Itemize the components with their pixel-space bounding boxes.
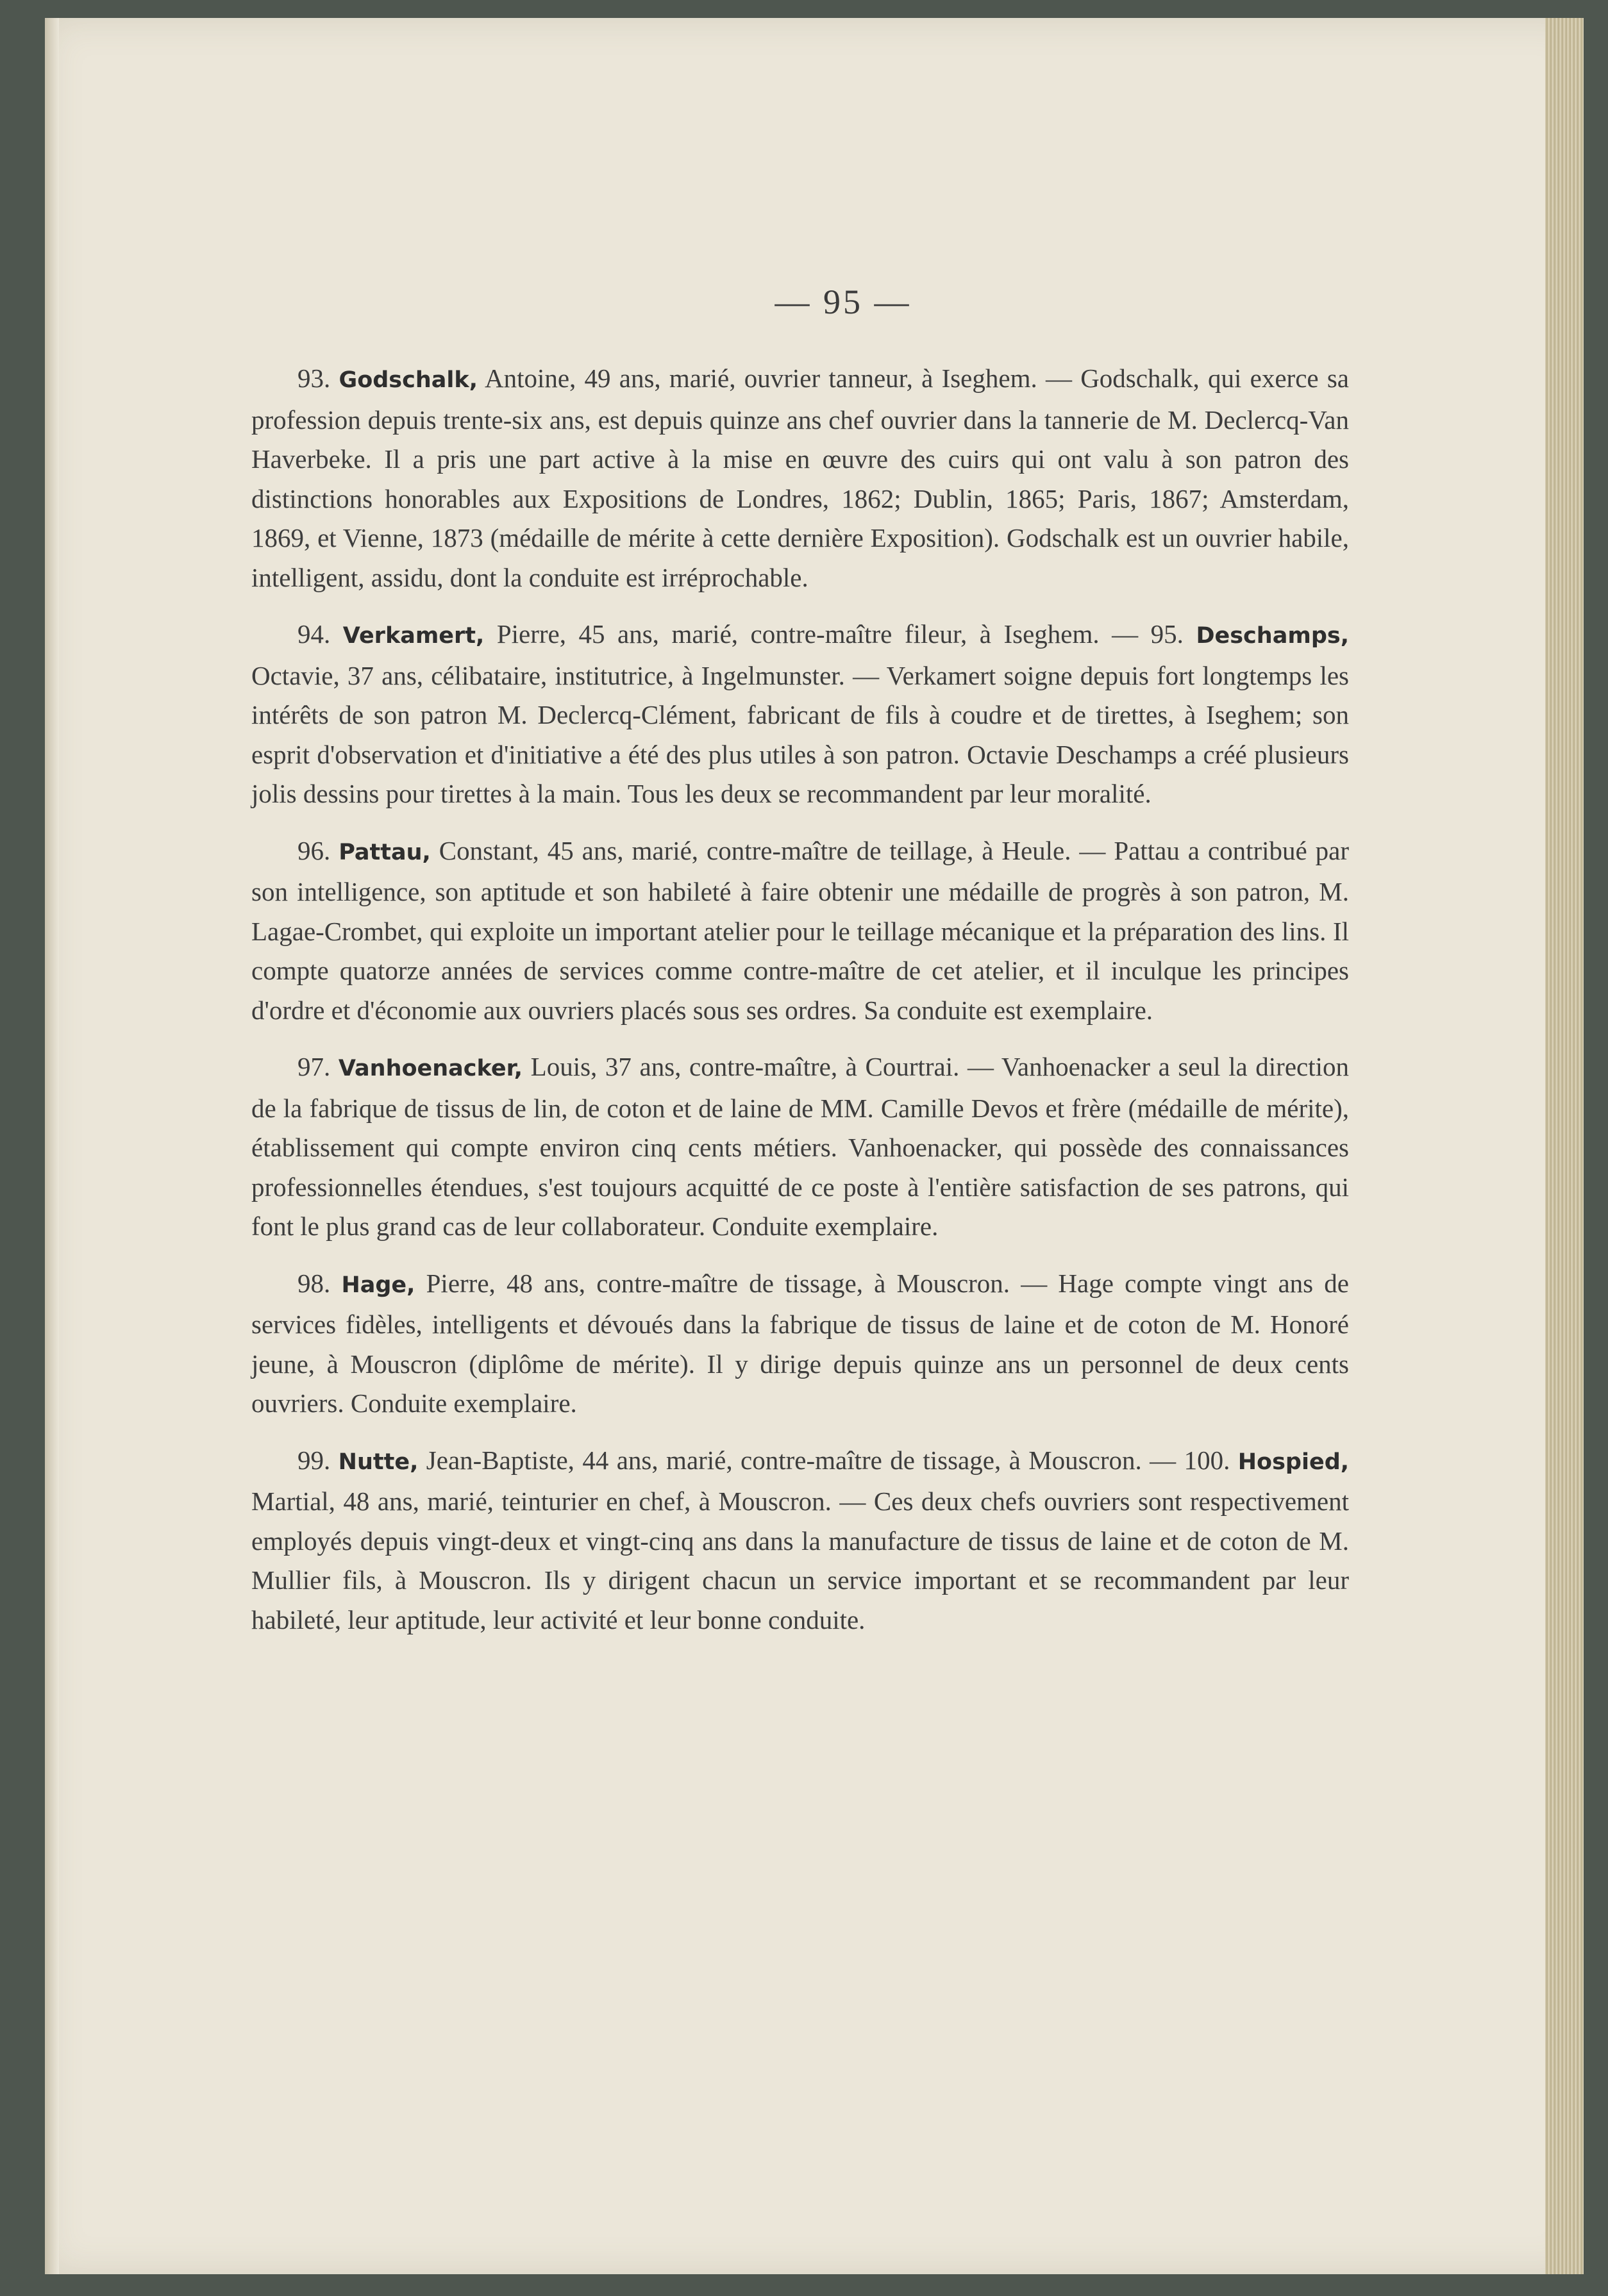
entry-text: Antoine, 49 ans, marié, ouvrier tanneur, à Iseghem. — Godschalk, qui exerce sa profession depuis trente-six ans, est depuis quinze ans chef ouvrier dans la tannerie de M. Declercq-Van Haverbeke. Il a pris une part active à la mise en œuvre des cuirs qui ont valu à son patron des distinctions honorables aux Expositions de Londres, 1862; Dublin, 1865; Paris, 1867; Amsterdam, 1869, et Vienne, 1873 (médaille de mérite à cette dernière Exposition). Godschalk est un ouvrier habile, intelligent, assidu, dont la conduite est irréprochable. <box>251 363 1349 592</box>
entry-97 <box>251 1047 1349 1247</box>
entry-96 <box>251 831 1349 1031</box>
entry-name: Pattau, <box>339 839 431 865</box>
entry-98 <box>251 1264 1349 1424</box>
entry-name: Nutte, <box>338 1449 419 1475</box>
entry-text: Pierre, 48 ans, contre-maître de tissage, à Mouscron. — Hage compte vingt ans de services fidèles, intelligents et dévoués dans la fabrique de tissus de laine et de coton de M. Honoré jeune, à Mouscron (diplôme de mérite). Il y dirige depuis quinze ans un personnel de deux cents ouvriers. Conduite exemplaire. <box>251 1268 1349 1418</box>
entry-text: Jean-Baptiste, 44 ans, marié, contre-maître de tissage, à Mouscron. — <box>418 1445 1177 1475</box>
entry-94-95 <box>251 615 1349 814</box>
page-number: — 95 — <box>775 283 912 321</box>
text-body <box>251 359 1349 1657</box>
entry-number-second: 100. <box>1184 1445 1230 1475</box>
entry-name: Verkamert, <box>342 623 485 649</box>
entry-number: 99. <box>297 1445 331 1475</box>
page-gutter <box>45 18 59 2274</box>
entry-name: Vanhoenacker, <box>338 1056 523 1081</box>
entry-name: Hage, <box>341 1272 415 1298</box>
entry-text-second: Octavie, 37 ans, célibataire, institutrice, à Ingelmunster. — Verkamert soigne depuis fort longtemps les intérêts de son patron M. Declercq-Clément, fabricant de fils à coudre et de tirettes, à Iseghem; son esprit d'observation et d'initiative a été des plus utiles à son patron. Octavie Deschamps a créé plusieurs jolis dessins pour tirettes à la main. Tous les deux se recommandent par leur moralité. <box>251 660 1349 808</box>
entry-number: 96. <box>297 835 331 865</box>
entry-text: Louis, 37 ans, contre-maître, à Courtrai. — Vanhoenacker a seul la direction de la fabrique de tissus de lin, de coton et de laine de MM. Camille Devos et frère (médaille de mérite), établissement qui compte environ cinq cents métiers. Vanhoenacker, qui possède des connaissances professionnelles étendues, s'est toujours acquitté de ce poste à l'entière satisfaction de ses patrons, qui font le plus grand cas de leur collaborateur. Conduite exemplaire. <box>251 1052 1349 1241</box>
entry-number: 97. <box>297 1052 331 1081</box>
entry-number: 94. <box>297 619 331 649</box>
entry-99-100 <box>251 1441 1349 1640</box>
page-fore-edge <box>1545 18 1584 2274</box>
entry-name-second: Deschamps, <box>1196 623 1349 649</box>
entry-name: Godschalk, <box>339 367 478 393</box>
entry-number: 93. <box>297 363 331 393</box>
entry-text: Constant, 45 ans, marié, contre-maître de teillage, à Heule. — Pattau a contribué par son intelligence, son aptitude et son habileté à faire obtenir une médaille de progrès à son patron, M. Lagae-Crombet, qui exploite un important atelier pour le teillage mécanique et la préparation des lins. Il compte quatorze années de services comme contre-maître de cet atelier, et il inculque les principes d'ordre et d'économie aux ouvriers placés sous ses ordres. Sa conduite est exemplaire. <box>251 835 1350 1025</box>
entry-number: 98. <box>297 1268 331 1298</box>
entry-text-second: Martial, 48 ans, marié, teinturier en chef, à Mouscron. — Ces deux chefs ouvriers sont respectivement employés depuis vingt-deux et vingt-cinq ans dans la manufacture de tissus de laine et de coton de M. Mullier fils, à Mouscron. Ils y dirigent chacun un service important et se recommandent par leur habileté, leur aptitude, leur activité et leur bonne conduite. <box>251 1486 1349 1635</box>
entry-text: Pierre, 45 ans, marié, contre-maître fileur, à Iseghem. — <box>484 619 1139 649</box>
entry-name-second: Hospied, <box>1237 1449 1350 1475</box>
entry-number-second: 95. <box>1150 619 1184 649</box>
entry-93 <box>251 359 1349 597</box>
